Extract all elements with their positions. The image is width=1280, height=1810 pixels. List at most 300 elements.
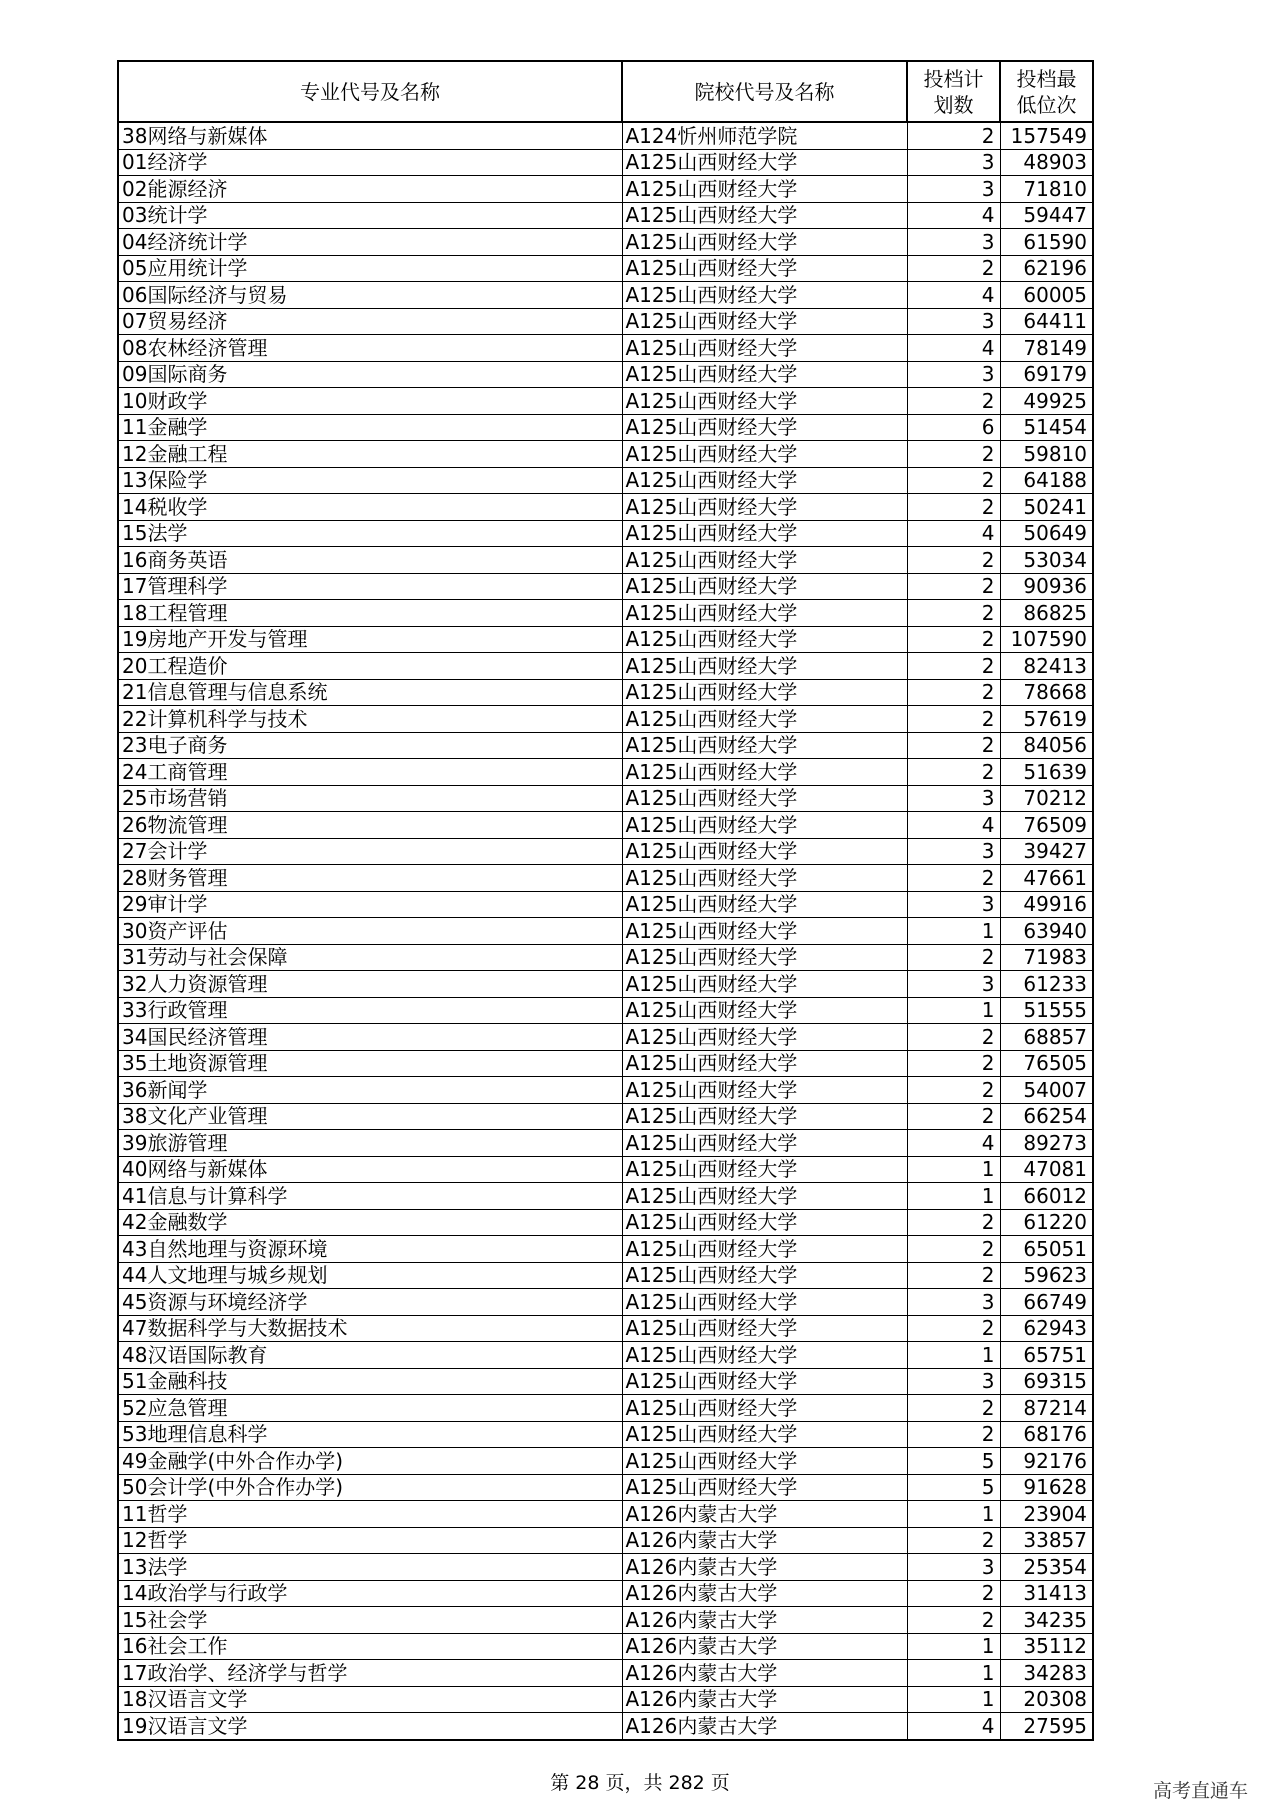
cell-plan: 2 — [907, 388, 1000, 415]
cell-school: A125山西财经大学 — [622, 520, 907, 547]
cell-rank: 27595 — [1000, 1713, 1093, 1740]
cell-major: 33行政管理 — [118, 997, 622, 1024]
table-row — [118, 282, 1093, 309]
cell-major: 27会计学 — [118, 838, 622, 865]
cell-rank: 50241 — [1000, 494, 1093, 521]
table-row — [118, 388, 1093, 415]
cell-rank: 91628 — [1000, 1474, 1093, 1501]
cell-major: 11哲学 — [118, 1501, 622, 1528]
cell-plan: 2 — [907, 732, 1000, 759]
cell-rank: 59810 — [1000, 441, 1093, 468]
cell-rank: 49916 — [1000, 891, 1093, 918]
table-row — [118, 1448, 1093, 1475]
cell-plan: 1 — [907, 1633, 1000, 1660]
cell-plan: 5 — [907, 1448, 1000, 1475]
cell-major: 19汉语言文学 — [118, 1713, 622, 1740]
cell-major: 18汉语言文学 — [118, 1686, 622, 1713]
cell-rank: 63940 — [1000, 918, 1093, 945]
cell-plan: 2 — [907, 1103, 1000, 1130]
cell-plan: 2 — [907, 122, 1000, 149]
cell-school: A125山西财经大学 — [622, 971, 907, 998]
cell-major: 50会计学(中外合作办学) — [118, 1474, 622, 1501]
cell-school: A125山西财经大学 — [622, 679, 907, 706]
table-row — [118, 361, 1093, 388]
cell-plan: 2 — [907, 1527, 1000, 1554]
cell-rank: 76505 — [1000, 1050, 1093, 1077]
table-row — [118, 573, 1093, 600]
cell-rank: 84056 — [1000, 732, 1093, 759]
table-row — [118, 1236, 1093, 1263]
cell-rank: 39427 — [1000, 838, 1093, 865]
table-row — [118, 600, 1093, 627]
cell-plan: 4 — [907, 1130, 1000, 1157]
cell-school: A125山西财经大学 — [622, 1077, 907, 1104]
cell-school: A125山西财经大学 — [622, 1262, 907, 1289]
page-footer: 第 28 页，共 282 页 — [550, 1772, 730, 1794]
cell-major: 10财政学 — [118, 388, 622, 415]
cell-major: 17政治学、经济学与哲学 — [118, 1660, 622, 1687]
cell-plan: 3 — [907, 229, 1000, 256]
cell-plan: 1 — [907, 1686, 1000, 1713]
cell-school: A125山西财经大学 — [622, 255, 907, 282]
table-row — [118, 997, 1093, 1024]
table-row — [118, 1474, 1093, 1501]
cell-school: A125山西财经大学 — [622, 706, 907, 733]
table-row — [118, 467, 1093, 494]
cell-rank: 47081 — [1000, 1156, 1093, 1183]
cell-school: A125山西财经大学 — [622, 1448, 907, 1475]
table-row — [118, 1050, 1093, 1077]
header-school: 院校代号及名称 — [622, 61, 907, 122]
cell-rank: 65051 — [1000, 1236, 1093, 1263]
cell-school: A126内蒙古大学 — [622, 1527, 907, 1554]
cell-rank: 34235 — [1000, 1607, 1093, 1634]
table-row — [118, 812, 1093, 839]
cell-rank: 25354 — [1000, 1554, 1093, 1581]
cell-rank: 69179 — [1000, 361, 1093, 388]
cell-plan: 1 — [907, 1342, 1000, 1369]
cell-plan: 1 — [907, 918, 1000, 945]
header-rank: 投档最低位次 — [1000, 61, 1093, 122]
cell-rank: 71983 — [1000, 944, 1093, 971]
cell-rank: 35112 — [1000, 1633, 1093, 1660]
cell-major: 35土地资源管理 — [118, 1050, 622, 1077]
cell-rank: 70212 — [1000, 785, 1093, 812]
table-row — [118, 494, 1093, 521]
table-row — [118, 308, 1093, 335]
cell-major: 32人力资源管理 — [118, 971, 622, 998]
cell-school: A125山西财经大学 — [622, 1050, 907, 1077]
cell-plan: 2 — [907, 1262, 1000, 1289]
cell-plan: 2 — [907, 626, 1000, 653]
cell-school: A125山西财经大学 — [622, 1130, 907, 1157]
cell-rank: 53034 — [1000, 547, 1093, 574]
cell-rank: 47661 — [1000, 865, 1093, 892]
cell-school: A125山西财经大学 — [622, 467, 907, 494]
cell-rank: 23904 — [1000, 1501, 1093, 1528]
table-row — [118, 1342, 1093, 1369]
cell-school: A125山西财经大学 — [622, 1368, 907, 1395]
cell-rank: 71810 — [1000, 176, 1093, 203]
cell-rank: 82413 — [1000, 653, 1093, 680]
cell-school: A125山西财经大学 — [622, 149, 907, 176]
cell-school: A125山西财经大学 — [622, 176, 907, 203]
cell-plan: 1 — [907, 1156, 1000, 1183]
cell-rank: 78149 — [1000, 335, 1093, 362]
table-row — [118, 414, 1093, 441]
cell-rank: 87214 — [1000, 1395, 1093, 1422]
cell-rank: 66749 — [1000, 1289, 1093, 1316]
table-row — [118, 838, 1093, 865]
cell-rank: 107590 — [1000, 626, 1093, 653]
cell-major: 47数据科学与大数据技术 — [118, 1315, 622, 1342]
header-plan: 投档计划数 — [907, 61, 1000, 122]
cell-rank: 48903 — [1000, 149, 1093, 176]
table-row — [118, 520, 1093, 547]
cell-major: 15法学 — [118, 520, 622, 547]
cell-rank: 51639 — [1000, 759, 1093, 786]
cell-plan: 3 — [907, 308, 1000, 335]
table-row — [118, 1660, 1093, 1687]
cell-rank: 51555 — [1000, 997, 1093, 1024]
cell-plan: 1 — [907, 1660, 1000, 1687]
cell-major: 12金融工程 — [118, 441, 622, 468]
cell-major: 30资产评估 — [118, 918, 622, 945]
cell-school: A125山西财经大学 — [622, 600, 907, 627]
cell-major: 11金融学 — [118, 414, 622, 441]
table-row — [118, 1368, 1093, 1395]
table-row — [118, 1527, 1093, 1554]
cell-rank: 157549 — [1000, 122, 1093, 149]
cell-school: A125山西财经大学 — [622, 1209, 907, 1236]
table-row — [118, 255, 1093, 282]
cell-school: A125山西财经大学 — [622, 626, 907, 653]
table-row — [118, 1686, 1093, 1713]
cell-plan: 1 — [907, 997, 1000, 1024]
cell-plan: 4 — [907, 520, 1000, 547]
cell-plan: 6 — [907, 414, 1000, 441]
cell-school: A125山西财经大学 — [622, 1421, 907, 1448]
cell-plan: 2 — [907, 255, 1000, 282]
cell-school: A125山西财经大学 — [622, 494, 907, 521]
cell-school: A126内蒙古大学 — [622, 1660, 907, 1687]
cell-school: A125山西财经大学 — [622, 997, 907, 1024]
cell-rank: 57619 — [1000, 706, 1093, 733]
cell-major: 41信息与计算科学 — [118, 1183, 622, 1210]
cell-plan: 2 — [907, 1236, 1000, 1263]
cell-major: 08农林经济管理 — [118, 335, 622, 362]
table-row — [118, 679, 1093, 706]
cell-school: A125山西财经大学 — [622, 1342, 907, 1369]
cell-school: A125山西财经大学 — [622, 812, 907, 839]
table-row — [118, 1395, 1093, 1422]
cell-school: A125山西财经大学 — [622, 1289, 907, 1316]
cell-major: 52应急管理 — [118, 1395, 622, 1422]
table-row — [118, 1209, 1093, 1236]
cell-school: A125山西财经大学 — [622, 1024, 907, 1051]
cell-major: 49金融学(中外合作办学) — [118, 1448, 622, 1475]
cell-plan: 2 — [907, 759, 1000, 786]
table-row — [118, 653, 1093, 680]
cell-school: A125山西财经大学 — [622, 1103, 907, 1130]
cell-rank: 49925 — [1000, 388, 1093, 415]
cell-plan: 4 — [907, 282, 1000, 309]
cell-rank: 34283 — [1000, 1660, 1093, 1687]
cell-major: 36新闻学 — [118, 1077, 622, 1104]
table-row — [118, 1554, 1093, 1581]
cell-plan: 2 — [907, 600, 1000, 627]
cell-major: 03统计学 — [118, 202, 622, 229]
cell-major: 31劳动与社会保障 — [118, 944, 622, 971]
cell-plan: 2 — [907, 865, 1000, 892]
cell-school: A125山西财经大学 — [622, 732, 907, 759]
cell-plan: 3 — [907, 361, 1000, 388]
cell-rank: 59623 — [1000, 1262, 1093, 1289]
cell-major: 38文化产业管理 — [118, 1103, 622, 1130]
cell-school: A125山西财经大学 — [622, 1236, 907, 1263]
cell-school: A125山西财经大学 — [622, 1315, 907, 1342]
watermark: 高考直通车 — [1152, 1780, 1248, 1802]
cell-rank: 64188 — [1000, 467, 1093, 494]
cell-school: A125山西财经大学 — [622, 335, 907, 362]
table-row — [118, 759, 1093, 786]
cell-rank: 66012 — [1000, 1183, 1093, 1210]
table-row — [118, 1289, 1093, 1316]
cell-major: 06国际经济与贸易 — [118, 282, 622, 309]
cell-school: A125山西财经大学 — [622, 1156, 907, 1183]
cell-plan: 2 — [907, 1077, 1000, 1104]
cell-rank: 76509 — [1000, 812, 1093, 839]
table-row — [118, 891, 1093, 918]
cell-plan: 2 — [907, 573, 1000, 600]
table-row — [118, 944, 1093, 971]
table-row — [118, 176, 1093, 203]
cell-rank: 68857 — [1000, 1024, 1093, 1051]
cell-rank: 69315 — [1000, 1368, 1093, 1395]
cell-plan: 3 — [907, 971, 1000, 998]
cell-school: A125山西财经大学 — [622, 1183, 907, 1210]
cell-plan: 2 — [907, 1421, 1000, 1448]
cell-plan: 2 — [907, 679, 1000, 706]
table-row — [118, 1713, 1093, 1740]
table-row — [118, 626, 1093, 653]
cell-plan: 2 — [907, 653, 1000, 680]
cell-plan: 5 — [907, 1474, 1000, 1501]
cell-rank: 65751 — [1000, 1342, 1093, 1369]
cell-school: A125山西财经大学 — [622, 573, 907, 600]
cell-school: A126内蒙古大学 — [622, 1633, 907, 1660]
cell-plan: 3 — [907, 838, 1000, 865]
cell-major: 19房地产开发与管理 — [118, 626, 622, 653]
cell-school: A125山西财经大学 — [622, 229, 907, 256]
cell-major: 07贸易经济 — [118, 308, 622, 335]
cell-rank: 62196 — [1000, 255, 1093, 282]
cell-rank: 61220 — [1000, 1209, 1093, 1236]
cell-major: 20工程造价 — [118, 653, 622, 680]
cell-plan: 4 — [907, 1713, 1000, 1740]
table-row — [118, 1501, 1093, 1528]
cell-plan: 2 — [907, 494, 1000, 521]
admission-table — [117, 60, 1094, 1741]
cell-school: A126内蒙古大学 — [622, 1607, 907, 1634]
cell-plan: 2 — [907, 1315, 1000, 1342]
table-row — [118, 785, 1093, 812]
cell-major: 42金融数学 — [118, 1209, 622, 1236]
cell-school: A125山西财经大学 — [622, 785, 907, 812]
cell-major: 13保险学 — [118, 467, 622, 494]
table-row — [118, 202, 1093, 229]
table-row — [118, 1633, 1093, 1660]
cell-rank: 86825 — [1000, 600, 1093, 627]
cell-major: 51金融科技 — [118, 1368, 622, 1395]
cell-school: A125山西财经大学 — [622, 918, 907, 945]
cell-major: 44人文地理与城乡规划 — [118, 1262, 622, 1289]
table-body — [118, 122, 1093, 1740]
cell-major: 34国民经济管理 — [118, 1024, 622, 1051]
cell-rank: 33857 — [1000, 1527, 1093, 1554]
cell-school: A125山西财经大学 — [622, 547, 907, 574]
table-row — [118, 971, 1093, 998]
cell-rank: 20308 — [1000, 1686, 1093, 1713]
cell-school: A125山西财经大学 — [622, 1395, 907, 1422]
cell-major: 43自然地理与资源环境 — [118, 1236, 622, 1263]
cell-school: A126内蒙古大学 — [622, 1580, 907, 1607]
cell-plan: 2 — [907, 944, 1000, 971]
cell-plan: 1 — [907, 1183, 1000, 1210]
cell-major: 01经济学 — [118, 149, 622, 176]
cell-school: A125山西财经大学 — [622, 653, 907, 680]
cell-major: 14税收学 — [118, 494, 622, 521]
cell-rank: 61590 — [1000, 229, 1093, 256]
cell-major: 17管理科学 — [118, 573, 622, 600]
cell-rank: 59447 — [1000, 202, 1093, 229]
cell-school: A125山西财经大学 — [622, 944, 907, 971]
cell-major: 09国际商务 — [118, 361, 622, 388]
cell-major: 48汉语国际教育 — [118, 1342, 622, 1369]
cell-major: 26物流管理 — [118, 812, 622, 839]
cell-major: 16商务英语 — [118, 547, 622, 574]
cell-rank: 61233 — [1000, 971, 1093, 998]
cell-school: A125山西财经大学 — [622, 361, 907, 388]
cell-rank: 51454 — [1000, 414, 1093, 441]
cell-plan: 2 — [907, 1580, 1000, 1607]
cell-school: A125山西财经大学 — [622, 388, 907, 415]
cell-plan: 3 — [907, 1554, 1000, 1581]
cell-plan: 2 — [907, 441, 1000, 468]
table-row — [118, 1156, 1093, 1183]
cell-school: A126内蒙古大学 — [622, 1501, 907, 1528]
cell-plan: 2 — [907, 467, 1000, 494]
table-row — [118, 149, 1093, 176]
table-row — [118, 1130, 1093, 1157]
table-row — [118, 441, 1093, 468]
table-row — [118, 865, 1093, 892]
cell-rank: 31413 — [1000, 1580, 1093, 1607]
cell-plan: 2 — [907, 1050, 1000, 1077]
cell-plan: 3 — [907, 149, 1000, 176]
cell-major: 29审计学 — [118, 891, 622, 918]
cell-plan: 3 — [907, 1289, 1000, 1316]
cell-major: 04经济统计学 — [118, 229, 622, 256]
cell-major: 13法学 — [118, 1554, 622, 1581]
cell-major: 15社会学 — [118, 1607, 622, 1634]
cell-school: A126内蒙古大学 — [622, 1686, 907, 1713]
cell-major: 40网络与新媒体 — [118, 1156, 622, 1183]
cell-plan: 3 — [907, 176, 1000, 203]
cell-plan: 4 — [907, 335, 1000, 362]
cell-plan: 2 — [907, 1209, 1000, 1236]
cell-plan: 3 — [907, 891, 1000, 918]
table-header-row — [118, 61, 1093, 122]
cell-school: A125山西财经大学 — [622, 414, 907, 441]
cell-rank: 78668 — [1000, 679, 1093, 706]
cell-major: 22计算机科学与技术 — [118, 706, 622, 733]
cell-school: A126内蒙古大学 — [622, 1713, 907, 1740]
table-row — [118, 918, 1093, 945]
cell-rank: 64411 — [1000, 308, 1093, 335]
table-row — [118, 1103, 1093, 1130]
cell-school: A125山西财经大学 — [622, 202, 907, 229]
cell-rank: 92176 — [1000, 1448, 1093, 1475]
cell-plan: 3 — [907, 1368, 1000, 1395]
cell-major: 16社会工作 — [118, 1633, 622, 1660]
cell-plan: 2 — [907, 1024, 1000, 1051]
table-row — [118, 1183, 1093, 1210]
cell-major: 28财务管理 — [118, 865, 622, 892]
cell-plan: 2 — [907, 1607, 1000, 1634]
cell-major: 39旅游管理 — [118, 1130, 622, 1157]
cell-school: A126内蒙古大学 — [622, 1554, 907, 1581]
cell-school: A125山西财经大学 — [622, 282, 907, 309]
cell-plan: 1 — [907, 1501, 1000, 1528]
table-row — [118, 1024, 1093, 1051]
header-major: 专业代号及名称 — [118, 61, 622, 122]
table-row — [118, 335, 1093, 362]
cell-major: 24工商管理 — [118, 759, 622, 786]
cell-school: A125山西财经大学 — [622, 1474, 907, 1501]
cell-major: 21信息管理与信息系统 — [118, 679, 622, 706]
cell-major: 53地理信息科学 — [118, 1421, 622, 1448]
table-row — [118, 1607, 1093, 1634]
cell-plan: 2 — [907, 1395, 1000, 1422]
cell-school: A125山西财经大学 — [622, 759, 907, 786]
cell-rank: 90936 — [1000, 573, 1093, 600]
cell-school: A125山西财经大学 — [622, 891, 907, 918]
cell-rank: 62943 — [1000, 1315, 1093, 1342]
cell-major: 05应用统计学 — [118, 255, 622, 282]
table-row — [118, 1421, 1093, 1448]
cell-major: 18工程管理 — [118, 600, 622, 627]
cell-rank: 54007 — [1000, 1077, 1093, 1104]
cell-rank: 89273 — [1000, 1130, 1093, 1157]
cell-rank: 50649 — [1000, 520, 1093, 547]
cell-school: A125山西财经大学 — [622, 865, 907, 892]
table-row — [118, 1315, 1093, 1342]
cell-major: 45资源与环境经济学 — [118, 1289, 622, 1316]
cell-major: 23电子商务 — [118, 732, 622, 759]
cell-major: 25市场营销 — [118, 785, 622, 812]
cell-major: 12哲学 — [118, 1527, 622, 1554]
cell-plan: 2 — [907, 706, 1000, 733]
cell-rank: 66254 — [1000, 1103, 1093, 1130]
table-row — [118, 1580, 1093, 1607]
cell-major: 02能源经济 — [118, 176, 622, 203]
table-row — [118, 1077, 1093, 1104]
cell-rank: 68176 — [1000, 1421, 1093, 1448]
table-row — [118, 706, 1093, 733]
table-row — [118, 1262, 1093, 1289]
cell-plan: 2 — [907, 547, 1000, 574]
